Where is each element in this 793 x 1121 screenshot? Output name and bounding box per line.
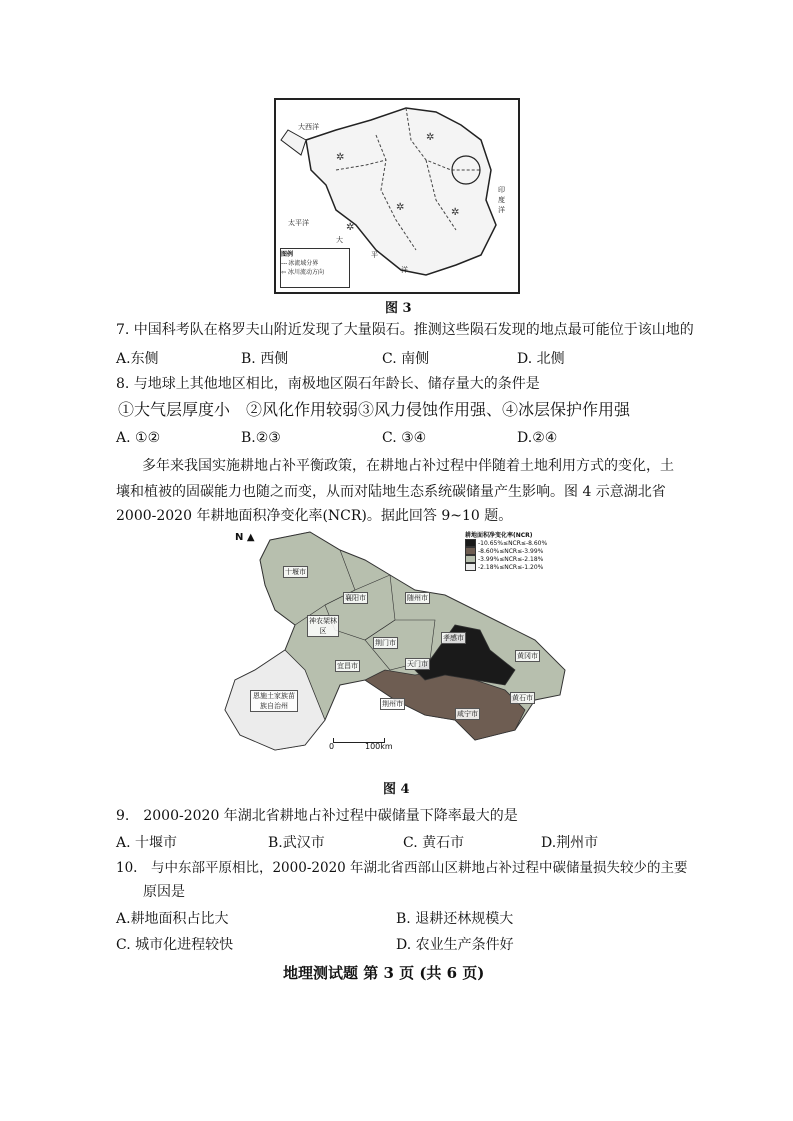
option-letter: B.	[268, 835, 283, 851]
option-letter: A.	[116, 430, 131, 446]
option-letter: D.	[517, 351, 533, 367]
passage-line-2: 壤和植被的固碳能力也随之而变，从而对陆地生态系统碳储量产生影响。图 4 示意湖北省	[116, 484, 666, 500]
option-text: 荆州市	[556, 835, 599, 851]
map-label-ping: 平	[371, 251, 378, 259]
q10-option-d	[396, 934, 514, 954]
q10-option-c	[116, 934, 233, 954]
city-label: 襄阳市	[345, 594, 366, 602]
passage-line-3: 2000-2020 年耕地面积净变化率(NCR)。据此回答 9~10 题。	[116, 508, 513, 524]
legend-swatch	[465, 563, 476, 571]
svg-text:✲: ✲	[336, 152, 345, 163]
q7-option-b	[241, 348, 288, 368]
option-text: 城市化进程较快	[135, 937, 234, 953]
q7-option-d	[517, 348, 565, 368]
legend-flow-label: 冰川流动方向	[287, 269, 324, 276]
q8-option-b	[241, 430, 281, 446]
figure-4-hubei-map	[215, 530, 580, 770]
map-label-da: 大	[336, 236, 343, 244]
passage-line-1: 多年来我国实施耕地占补平衡政策，在耕地占补过程中伴随着土地利用方式的变化，土	[142, 458, 674, 474]
figure-3-caption: 图 3	[385, 301, 412, 316]
q9-option-c	[403, 832, 464, 852]
city-label: 黄冈市	[517, 652, 538, 660]
ncr-legend-row	[465, 555, 580, 563]
q8-option-a	[116, 430, 160, 446]
option-text: 退耕还林规模大	[415, 911, 514, 927]
option-letter: D.	[541, 835, 557, 851]
map-label-yang: 洋	[401, 266, 408, 274]
option-text: ③④	[401, 430, 427, 446]
option-letter: C.	[382, 430, 397, 446]
figure-3-antarctica-map	[274, 98, 520, 294]
option-letter: A.	[116, 911, 131, 927]
question-10-stem-line-2: 原因是	[143, 884, 185, 900]
map-label-atlantic: 大西洋	[298, 123, 319, 131]
legend-label: -2.18%≤NCR≤-1.20%	[478, 563, 544, 571]
ncr-legend-row	[465, 547, 580, 555]
q10-option-a	[116, 908, 229, 928]
legend-title: 图例	[281, 251, 294, 258]
map-label-pacific: 太平洋	[288, 219, 309, 227]
option-letter: D.	[517, 430, 533, 446]
scale-end: 100km	[365, 742, 393, 751]
option-letter: B.	[241, 351, 256, 367]
option-text: 东侧	[130, 351, 159, 367]
page-footer: 地理测试题 第 3 页 (共 6 页)	[283, 964, 485, 982]
option-text: 南侧	[401, 351, 430, 367]
option-text: 耕地面积占比大	[130, 911, 229, 927]
legend-swatch	[465, 555, 476, 563]
city-label: 宜昌市	[337, 662, 358, 670]
option-text: 北侧	[536, 351, 565, 367]
map-label-indian: 印度洋	[498, 186, 505, 214]
option-letter: B.	[241, 430, 256, 446]
city-label: 十堰市	[285, 568, 306, 576]
figure-3-legend	[280, 248, 350, 288]
option-letter: A.	[116, 351, 131, 367]
q8-option-d	[517, 430, 557, 446]
arrow-icon: ⇦	[281, 269, 287, 276]
question-9-stem: 9. 2000-2020 年湖北省耕地占补过程中碳储量下降率最大的是	[116, 808, 518, 824]
option-text: ②④	[532, 430, 558, 446]
legend-divide: - - - 冰流域分界	[281, 260, 319, 267]
svg-text:✲: ✲	[396, 202, 405, 213]
city-label: 咸宁市	[457, 710, 478, 718]
question-10-stem-line-1: 10. 与中东部平原相比，2000-2020 年湖北省西部山区耕地占补过程中碳储量损失较少的主要	[116, 860, 688, 876]
city-label: 神农架林区	[309, 617, 337, 635]
option-text: ②③	[255, 430, 281, 446]
city-label: 荆州市	[382, 700, 403, 708]
option-letter: B.	[396, 911, 411, 927]
legend-label: -10.65%≤NCR≤-8.60%	[478, 539, 548, 547]
option-text: 西侧	[260, 351, 289, 367]
q9-option-d	[541, 832, 598, 852]
option-text: 农业生产条件好	[415, 937, 514, 953]
legend-swatch	[465, 539, 476, 547]
option-text: ①②	[135, 430, 161, 446]
legend-label: -3.99%≤NCR≤-2.18%	[478, 555, 544, 563]
svg-text:✲: ✲	[346, 222, 355, 233]
question-7-stem: 7. 中国科考队在格罗夫山附近发现了大量陨石。推测这些陨石发现的地点最可能位于该山地的	[116, 322, 694, 338]
option-text: 武汉市	[282, 835, 325, 851]
q10-option-b	[396, 908, 513, 928]
q9-option-b	[268, 832, 325, 852]
scale-start: 0	[329, 742, 335, 751]
legend-label: -8.60%≤NCR≤-3.99%	[478, 547, 544, 555]
option-text: 十堰市	[135, 835, 178, 851]
option-text: 黄石市	[422, 835, 465, 851]
city-label: 天门市	[407, 660, 428, 668]
ncr-legend	[465, 530, 580, 571]
q8-option-c	[382, 430, 426, 446]
svg-text:✲: ✲	[426, 132, 435, 143]
city-label: 随州市	[407, 594, 428, 602]
q7-option-a	[116, 348, 159, 368]
option-letter: C.	[382, 351, 397, 367]
option-letter: A.	[116, 835, 131, 851]
ncr-legend-title: 耕地面积净变化率(NCR)	[465, 532, 533, 539]
q7-option-c	[382, 348, 429, 368]
city-label: 黄石市	[512, 694, 533, 702]
legend-swatch	[465, 547, 476, 555]
north-label: N	[235, 532, 244, 543]
option-letter: D.	[396, 937, 412, 953]
city-label: 荆门市	[375, 639, 396, 647]
city-label: 孝感市	[443, 634, 464, 642]
city-label: 恩施土家族苗族自治州	[250, 690, 298, 712]
figure-4-caption: 图 4	[383, 782, 410, 797]
option-letter: C.	[403, 835, 418, 851]
ncr-legend-row	[465, 563, 580, 571]
option-letter: C.	[116, 937, 131, 953]
question-8-choices: ①大气层厚度小 ②风化作用较弱③风力侵蚀作用强、④冰层保护作用强	[118, 400, 631, 419]
legend-flow	[281, 267, 349, 276]
question-8-stem: 8. 与地球上其他地区相比，南极地区陨石年龄长、储存量大的条件是	[116, 376, 540, 392]
legend-divide-label: 冰流域分界	[288, 260, 319, 267]
q9-option-a	[116, 832, 177, 852]
svg-text:✲: ✲	[451, 207, 460, 218]
north-arrow-icon: N ▲	[235, 532, 255, 543]
ncr-legend-row	[465, 539, 580, 547]
